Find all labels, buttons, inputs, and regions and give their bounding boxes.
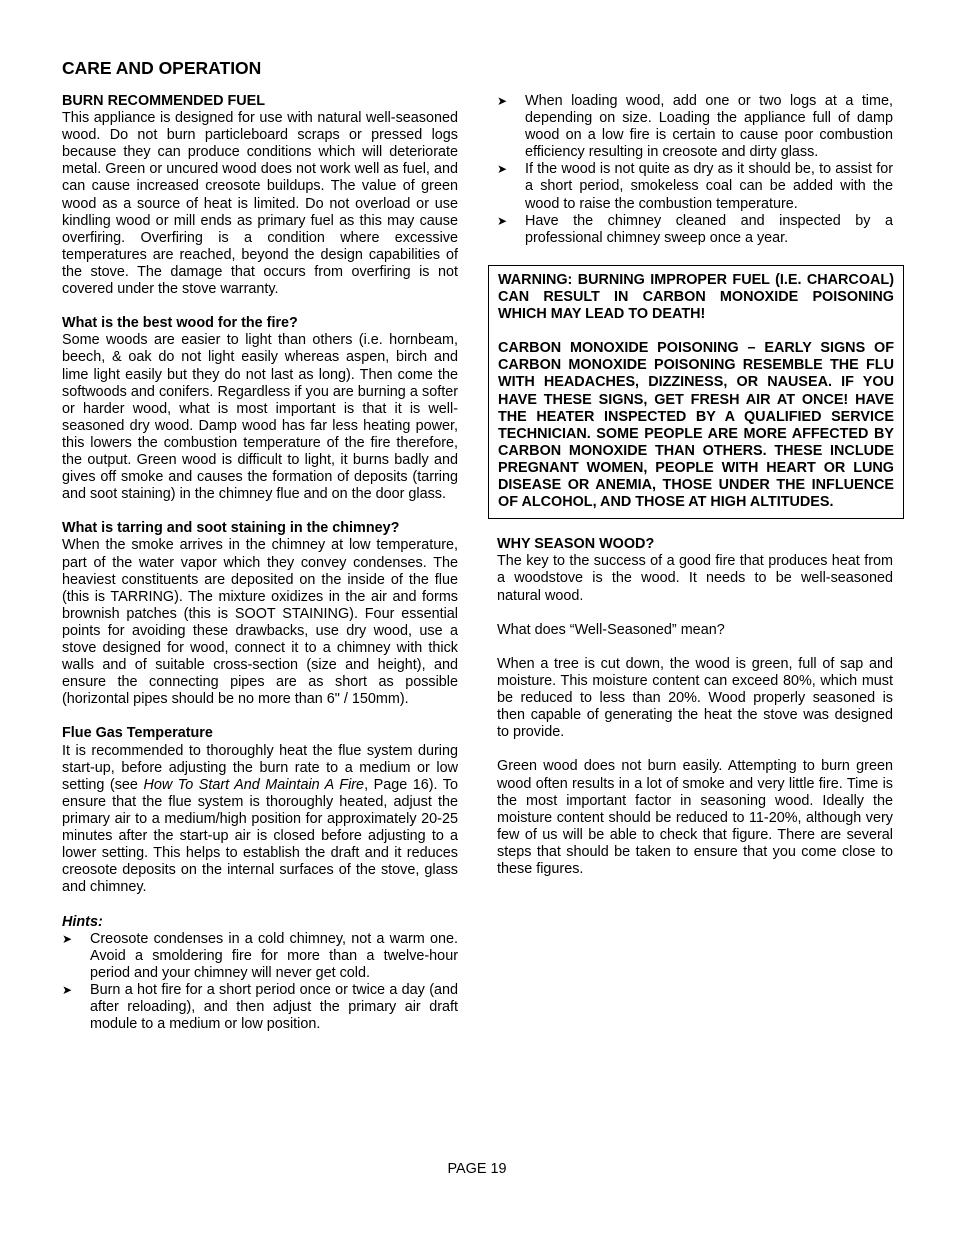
list-item — [497, 213, 893, 247]
warning-box — [488, 265, 904, 519]
page-number: PAGE 19 — [447, 1161, 507, 1177]
hints-heading — [62, 914, 458, 931]
warning-text-2: CARBON MONOXIDE POISONING – EARLY SIGNS OF CARBON MONOXIDE POISONING RESEMBLE THE FLU WITH HEADACHES, DIZZINESS, OR NAUSEA. IF YOU HAVE THESE SIGNS, GET FRESH AIR AT ONCE! HAVE THE HEATER INSPECTED BY A QUALIFIED SERVICE TECHNICIAN. SOME PEOPLE ARE MORE AFFECTED BY CARBON MONOXIDE THAN OTHERS. THESE INCLUDE PREGNANT WOMEN, PEOPLE WITH HEART OR LUNG DISEASE OR ANEMIA, THOSE UNDER THE INFLUENCE OF ALCOHOL, AND THOSE AT HIGH ALTITUDES. — [498, 340, 894, 511]
list-item — [497, 161, 893, 212]
tree-moisture-text: When a tree is cut down, the wood is green, full of sap and moisture. This moisture content can exceed 80%, which must be reduced to less than 20%. Wood properly seasoned is then capable of generating the heat the stove was designed to provide. — [497, 655, 893, 741]
season-wood-heading: WHY SEASON WOOD? — [497, 536, 655, 553]
flue-gas-heading: Flue Gas Temperature — [62, 725, 213, 742]
tips-list — [497, 93, 893, 247]
list-item — [62, 982, 458, 1033]
burn-fuel-text: This appliance is designed for use with natural well-seasoned wood. Do not burn particleboard scraps or pressed logs because they can produce conditions which will deteriorate metal. Green or uncured wood does not work well as fuel, and can cause increased creosote buildups. The value of green wood as a source of heat is limited. Do not overload or use kindling wood or mill ends as primary fuel as this may cause overfiring. Overfiring is a condition where excessive temperatures are reached, beyond the design capabilities of the stove. The damage that occurs from overfiring is not covered under the stove warranty. — [62, 110, 458, 298]
flue-gas-text-part2: , Page 16). To ensure that the flue system is thoroughly heated, adjust the primary air to a medium/high position for approximately 20-25 minutes after the start-up air is closed before adjusting to a lower setting. This helps to establish the draft and it reduces creosote deposits on the internal surfaces of the stove, glass and chimney. — [62, 776, 458, 896]
best-wood-text: Some woods are easier to light than others (i.e. hornbeam, beech, & oak do not light easily whereas aspen, birch and lime light easily but they do not last as long). Then come the softwoods and conifers. Regardless if you are burning a softer or harder wood, what is most important is that it is well-seasoned dry wood. Damp wood has far less heating power, this lowers the combustion temperature of the fire therefore, the output. Green wood is difficult to light, it burns badly and gives off smoke and causes the formation of deposits (tarring and soot staining) in the chimney flue and on the door glass. — [62, 332, 458, 503]
arrow-bullet-icon: ➤ — [497, 94, 508, 108]
list-item — [62, 931, 458, 982]
left-column — [62, 93, 458, 1033]
flue-gas-text — [62, 743, 458, 897]
flue-gas-text-reference: How To Start And Maintain A Fire — [143, 776, 365, 793]
right-column — [497, 93, 893, 878]
warning-text-1: WARNING: BURNING IMPROPER FUEL (I.E. CHARCOAL) CAN RESULT IN CARBON MONOXIDE POISONING WHICH MAY LEAD TO DEATH! — [498, 271, 894, 323]
arrow-bullet-icon: ➤ — [62, 982, 73, 997]
tip-text: Have the chimney cleaned and inspected by a professional chimney sweep once a year. — [525, 212, 893, 246]
tip-text: When loading wood, add one or two logs at a time, depending on size. Loading the appliance full of damp wood on a low fire is certain to cause poor combustion efficiency resulting in creosote and dirty glass. — [525, 93, 893, 161]
season-wood-text: The key to the success of a good fire that produces heat from a woodstove is the wood. It needs to be well-seasoned natural wood. — [497, 553, 893, 604]
flue-gas-text-part1: It is recommended to thoroughly heat the flue system during start-up, before adjusting the burn rate to a medium or low setting (see — [62, 742, 458, 793]
hints-list — [62, 931, 458, 1034]
burn-fuel-heading: BURN RECOMMENDED FUEL — [62, 93, 266, 109]
hints-heading-text: Hints: — [62, 913, 103, 930]
green-wood-text: Green wood does not burn easily. Attempting to burn green wood often results in a lot of smoke and very little fire. Time is the most important factor in seasoning wood. Ideally the moisture content should be reduced to 11-20%, although very few of us will be able to check that figure. There are several steps that should be taken to ensure that you come close to these figures. — [497, 758, 893, 878]
well-seasoned-question: What does “Well-Seasoned” mean? — [497, 621, 725, 638]
tip-text: If the wood is not quite as dry as it should be, to assist for a short period, smokeless coal can be added with the wood to raise the combustion temperature. — [525, 161, 893, 212]
arrow-bullet-icon: ➤ — [497, 162, 508, 177]
arrow-bullet-icon: ➤ — [497, 213, 508, 228]
arrow-bullet-icon: ➤ — [62, 931, 73, 946]
tarring-text: When the smoke arrives in the chimney at low temperature, part of the water vapor which they convey condenses. The heaviest constituents are deposited on the inside of the flue (this is TARRING). The mixture oxidizes in the air and forms brownish patches (this is SOOT STAINING). Four essential points for avoiding these drawbacks, use dry wood, use a stove designed for wood, connect it to a chimney with thick walls and of suitable cross-section (size and height), and ensure the connecting pipes are as short as possible (horizontal pipes should be no more than 6" / 150mm). — [62, 537, 458, 708]
best-wood-heading: What is the best wood for the fire? — [62, 315, 298, 332]
hint-text: Creosote condenses in a cold chimney, not a warm one. Avoid a smoldering fire for more than a twelve-hour period and your chimney will never get cold. — [90, 930, 458, 981]
tarring-heading: What is tarring and soot staining in the chimney? — [62, 520, 400, 537]
page-title: CARE AND OPERATION — [62, 58, 262, 78]
hint-text: Burn a hot fire for a short period once or twice a day (and after reloading), and then adjust the primary air draft module to a medium or low position. — [90, 981, 458, 1033]
list-item — [497, 93, 893, 161]
